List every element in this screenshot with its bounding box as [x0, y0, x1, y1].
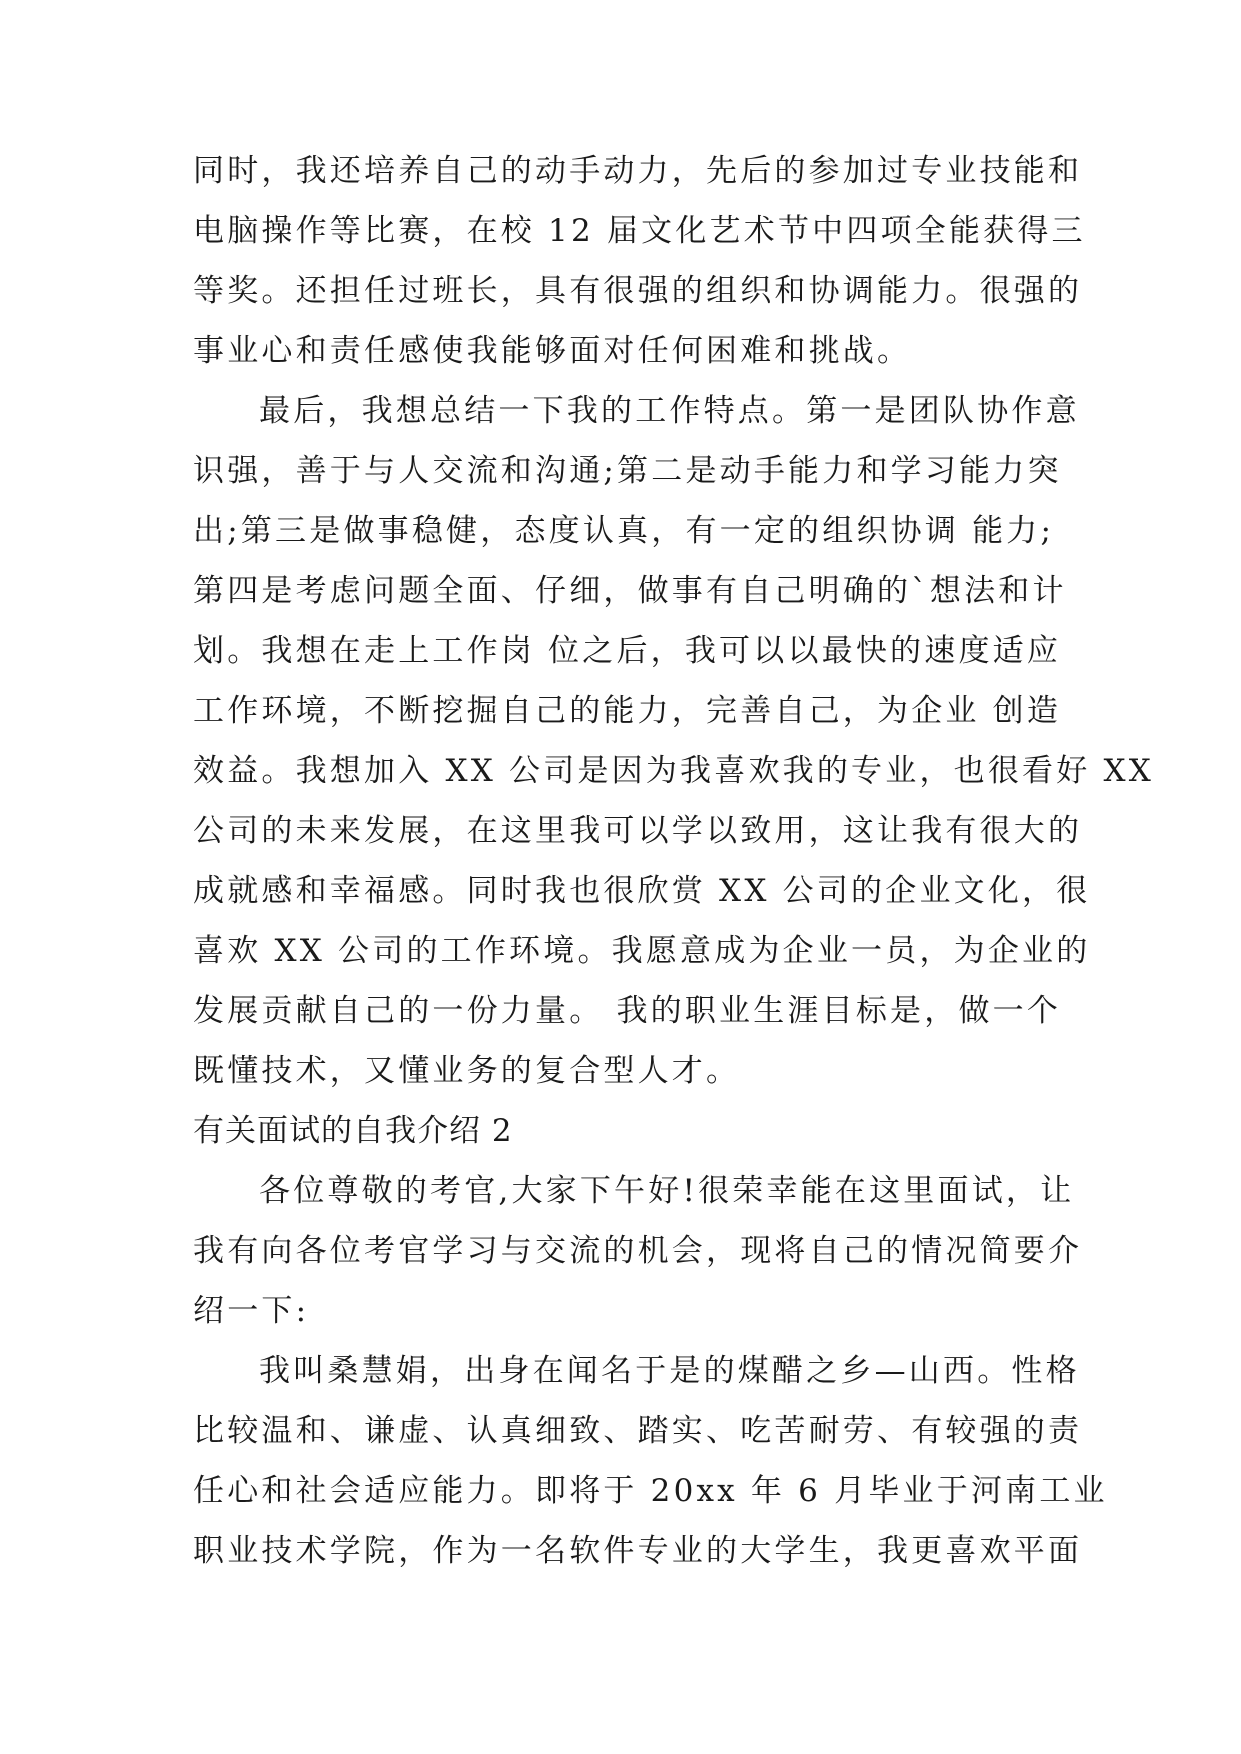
paragraph-line: 第四是考虑问题全面、仔细，做事有自己明确的`想法和计: [193, 573, 1067, 609]
paragraph-line: 出;第三是做事稳健，态度认真，有一定的组织协调 能力;: [193, 513, 1055, 549]
paragraph-line: 既懂技术，又懂业务的复合型人才。: [193, 1053, 741, 1089]
section-heading: 有关面试的自我介绍 2: [193, 1113, 513, 1149]
paragraph-line: 效益。我想加入 XX 公司是因为我喜欢我的专业，也很看好 XX: [193, 753, 1155, 789]
paragraph-line: 我叫桑慧娟，出身在闻名于是的煤醋之乡—山西。性格: [259, 1353, 1080, 1389]
paragraph-line: 职业技术学院，作为一名软件专业的大学生，我更喜欢平面: [193, 1533, 1083, 1569]
paragraph-line: 同时，我还培养自己的动手动力，先后的参加过专业技能和: [193, 153, 1083, 189]
paragraph-line: 公司的未来发展，在这里我可以学以致用，这让我有很大的: [193, 813, 1083, 849]
document-body: [193, 141, 1155, 1581]
paragraph-line: 识强，善于与人交流和沟通;第二是动手能力和学习能力突: [193, 453, 1062, 489]
paragraph-line: 比较温和、谦虚、认真细致、踏实、吃苦耐劳、有较强的责: [193, 1413, 1083, 1449]
paragraph-line: 划。我想在走上工作岗 位之后，我可以以最快的速度适应: [193, 633, 1062, 669]
paragraph-line: 等奖。还担任过班长，具有很强的组织和协调能力。很强的: [193, 273, 1083, 309]
paragraph-line: 任心和社会适应能力。即将于 20xx 年 6 月毕业于河南工业: [193, 1473, 1108, 1509]
paragraph-line: 最后，我想总结一下我的工作特点。第一是团队协作意: [259, 393, 1080, 429]
paragraph-line: 绍一下:: [193, 1293, 310, 1329]
paragraph-line: 工作环境，不断挖掘自己的能力，完善自己，为企业 创造: [193, 693, 1062, 729]
paragraph-line: 成就感和幸福感。同时我也很欣赏 XX 公司的企业文化，很: [193, 873, 1091, 909]
paragraph-line: 事业心和责任感使我能够面对任何困难和挑战。: [193, 333, 912, 369]
paragraph-line: 发展贡献自己的一份力量。 我的职业生涯目标是，做一个: [193, 993, 1062, 1029]
paragraph-line: 我有向各位考官学习与交流的机会，现将自己的情况简要介: [193, 1233, 1083, 1269]
paragraph-line: 各位尊敬的考官,大家下午好!很荣幸能在这里面试，让: [259, 1173, 1075, 1209]
paragraph-line: 电脑操作等比赛，在校 12 届文化艺术节中四项全能获得三: [193, 213, 1086, 249]
paragraph-line: 喜欢 XX 公司的工作环境。我愿意成为企业一员，为企业的: [193, 933, 1091, 969]
